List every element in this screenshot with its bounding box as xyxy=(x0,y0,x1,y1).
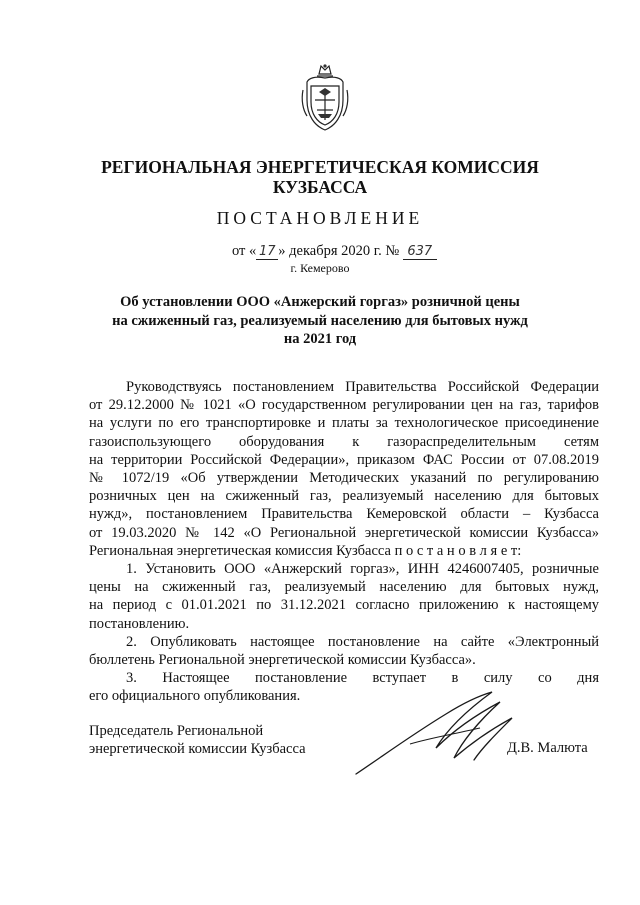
subject-title xyxy=(0,293,640,349)
body-line: от 29.12.2000 № 1021 «О государственном регулировании цен на газ, тарифов xyxy=(89,397,599,414)
signatory-position-line2: энергетической комиссии Кузбасса xyxy=(89,741,306,758)
date-middle: » декабря 2020 г. № xyxy=(278,243,403,259)
subject-line: на сжиженный газ, реализуемый населению для бытовых нужд xyxy=(112,312,528,329)
body-line: № 1072/19 «Об утверждении Методических указаний по регулированию xyxy=(89,470,599,487)
body-line: на территории Российской Федерации», приказом ФАС России от 07.08.2019 xyxy=(89,451,599,468)
item-3-line: его официального опубликования. xyxy=(89,688,301,705)
item-1-line: 1. Установить ООО «Анжерский горгаз», ИНН 4246007405, розничные xyxy=(126,561,599,578)
date-day-handwritten: 17 xyxy=(256,244,278,260)
item-2-line: 2. Опубликовать настоящее постановление на сайте «Электронный xyxy=(126,633,599,650)
organization-name-line1: РЕГИОНАЛЬНАЯ ЭНЕРГЕТИЧЕСКАЯ КОМИССИЯ xyxy=(101,157,539,177)
item-2-line: бюллетень Региональной энергетической комиссии Кузбасса». xyxy=(89,652,476,669)
body-line: на услуги по его транспортировке и платы за технологическое присоединение xyxy=(89,415,599,432)
signatory-position-line1: Председатель Региональной xyxy=(89,723,264,739)
body-line: нужд», постановлением Правительства Кемеровской области – Кузбасса xyxy=(89,506,599,523)
body-line: газоиспользующего оборудования к газораспределительным сетям xyxy=(89,433,599,450)
body-line: Руководствуясь постановлением Правительства Российской Федерации xyxy=(126,379,599,395)
subject-line: Об установлении ООО «Анжерский горгаз» розничной цены xyxy=(120,294,520,310)
signatory-name: Д.В. Малюта xyxy=(507,740,588,756)
kuzbass-coat-of-arms-icon xyxy=(299,60,351,134)
body-line: розничных цен на сжиженный газ, реализуемый населению для бытовых xyxy=(89,488,599,505)
date-line xyxy=(232,243,437,260)
item-1-line: на период с 01.01.2021 по 31.12.2021 согласно приложению к настоящему xyxy=(89,597,599,614)
city: г. Кемерово xyxy=(290,261,350,275)
subject-line: на 2021 год xyxy=(283,331,357,347)
document-body xyxy=(89,378,599,706)
body-line: Региональная энергетическая комиссия Кузбасса п о с т а н о в л я е т: xyxy=(89,542,522,559)
document-type: ПОСТАНОВЛЕНИЕ xyxy=(216,208,424,228)
signatory-position xyxy=(89,722,306,758)
date-prefix: от « xyxy=(232,243,257,259)
organization-name xyxy=(0,157,640,197)
organization-name-line2: КУЗБАССА xyxy=(272,177,368,197)
item-1-line: цены на сжиженный газ, реализуемый населению для бытовых нужд, xyxy=(89,579,599,596)
item-3-line: 3. Настоящее постановление вступает в силу со дня xyxy=(126,670,599,687)
body-line: от 19.03.2020 № 142 «О Региональной энергетической комиссии Кузбасса» xyxy=(89,524,599,541)
handwritten-signature xyxy=(350,688,520,780)
document-number-handwritten: 637 xyxy=(403,244,437,260)
item-1-line: постановлению. xyxy=(89,615,190,632)
